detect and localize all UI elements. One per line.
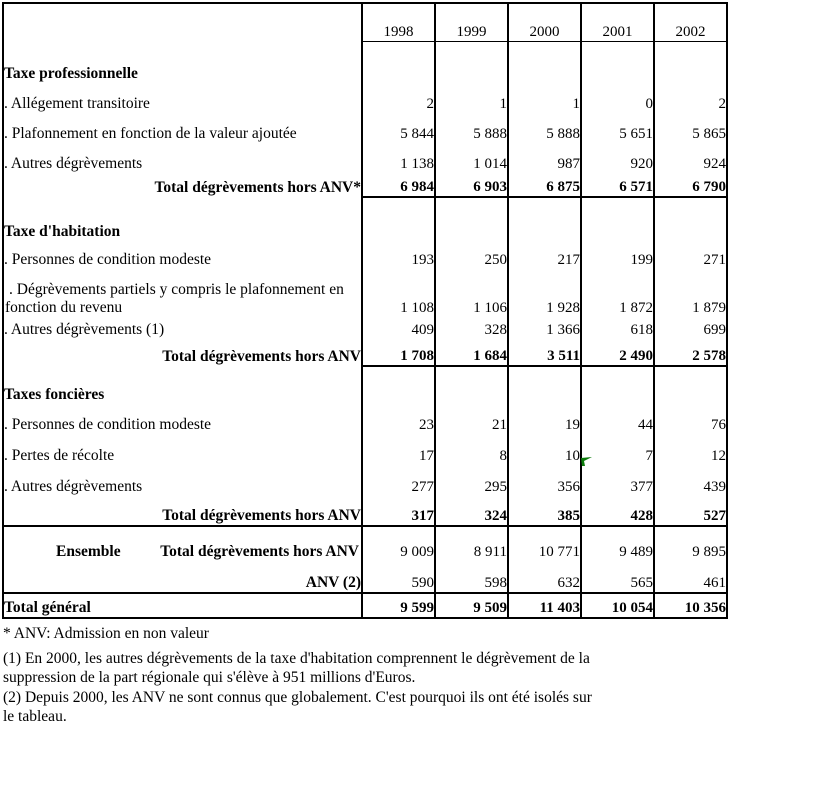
- cell-value: 598: [435, 561, 508, 593]
- cell-value: 21: [435, 404, 508, 434]
- section-title: Taxe d'habitation: [4, 223, 121, 240]
- table-row: [3, 83, 727, 113]
- cell-value: 8 911: [435, 526, 508, 561]
- total-cell-value: 6 790: [654, 173, 727, 197]
- cell-value: 618: [581, 317, 654, 339]
- empty-cell: [654, 41, 727, 83]
- total-cell-value: 1 684: [435, 339, 508, 366]
- total-cell-value: 2 490: [581, 339, 654, 366]
- col-header-1999: 1999: [435, 3, 508, 41]
- empty-cell: [581, 197, 654, 241]
- section-title: Taxes foncières: [4, 386, 105, 403]
- cell-value: 924: [654, 143, 727, 173]
- section-title-row: [3, 197, 727, 241]
- cell-value: 439: [654, 465, 727, 496]
- row-label: . Personnes de condition modeste: [4, 416, 212, 433]
- cell-value: 295: [435, 465, 508, 496]
- cell-value: 1 138: [362, 143, 435, 173]
- total-cell-value: 385: [508, 496, 581, 526]
- green-flag-marker: [581, 457, 592, 466]
- grand-total-value: 9 599: [362, 593, 435, 618]
- cell-value: 356: [508, 465, 581, 496]
- cell-value: 409: [362, 317, 435, 339]
- row-label-line-2: fonction du revenu: [5, 299, 123, 316]
- empty-cell: [508, 366, 581, 404]
- cell-value: 217: [508, 241, 581, 269]
- anv-row-label: ANV (2): [3, 561, 362, 593]
- cell-value: 7: [581, 434, 654, 465]
- empty-cell: [362, 41, 435, 83]
- cell-value: 1: [508, 83, 581, 113]
- cell-value: 10: [508, 434, 581, 465]
- row-label-line-1: . Dégrèvements partiels y compris le plafonnement en: [9, 281, 344, 298]
- empty-cell: [435, 366, 508, 404]
- grand-total-row: [3, 593, 727, 618]
- ensemble-total-label: Total dégrèvements hors ANV: [160, 543, 359, 560]
- cell-value: 461: [654, 561, 727, 593]
- row-label: [3, 269, 362, 317]
- cell-value: 9 895: [654, 526, 727, 561]
- total-cell-value: 324: [435, 496, 508, 526]
- total-row-label: Total dégrèvements hors ANV: [3, 496, 362, 526]
- cell-value: 5 844: [362, 113, 435, 143]
- cell-value: 632: [508, 561, 581, 593]
- cell-value: 328: [435, 317, 508, 339]
- empty-cell: [362, 366, 435, 404]
- cell-value: 1 108: [362, 269, 435, 317]
- table-row: [3, 241, 727, 269]
- empty-cell: [435, 197, 508, 241]
- empty-cell: [654, 366, 727, 404]
- total-cell-value: 527: [654, 496, 727, 526]
- cell-value: 8: [435, 434, 508, 465]
- cell-value: 19: [508, 404, 581, 434]
- cell-value: 1: [435, 83, 508, 113]
- empty-cell: [654, 197, 727, 241]
- cell-value: 0: [581, 83, 654, 113]
- grand-total-value: 11 403: [508, 593, 581, 618]
- cell-value: 10 771: [508, 526, 581, 561]
- grand-total-value: 10 356: [654, 593, 727, 618]
- table-row: [3, 465, 727, 496]
- empty-cell: [435, 41, 508, 83]
- cell-value: 5 865: [654, 113, 727, 143]
- total-cell-value: 428: [581, 496, 654, 526]
- table-row: [3, 269, 727, 317]
- total-cell-value: 2 578: [654, 339, 727, 366]
- col-header-2000: 2000: [508, 3, 581, 41]
- cell-value: 9 489: [581, 526, 654, 561]
- footnote-2-line-2: le tableau.: [3, 708, 67, 725]
- cell-value: 271: [654, 241, 727, 269]
- table-row: [3, 434, 727, 465]
- cell-value: 1 928: [508, 269, 581, 317]
- total-row-label: Total dégrèvements hors ANV: [162, 348, 361, 365]
- header-row: [3, 3, 727, 41]
- cell-value: 9 009: [362, 526, 435, 561]
- section-title: Taxe professionnelle: [4, 65, 138, 82]
- cell-value: 565: [581, 561, 654, 593]
- empty-cell: [581, 366, 654, 404]
- col-header-2002: 2002: [654, 3, 727, 41]
- cell-value: 1 366: [508, 317, 581, 339]
- section-total-row: [3, 339, 727, 366]
- cell-value: 1 879: [654, 269, 727, 317]
- cell-value: 1 014: [435, 143, 508, 173]
- empty-cell: [362, 197, 435, 241]
- corner-cell: [3, 3, 362, 41]
- cell-value: 920: [581, 143, 654, 173]
- cell-value: 987: [508, 143, 581, 173]
- total-cell-value: 3 511: [508, 339, 581, 366]
- cell-value: 250: [435, 241, 508, 269]
- anv-row: [3, 561, 727, 593]
- empty-cell: [508, 41, 581, 83]
- footnote-2-line-1: (2) Depuis 2000, les ANV ne sont connus que globalement. C'est pourquoi ils ont été isolés sur: [3, 688, 592, 706]
- table-row: [3, 317, 727, 339]
- row-label: . Personnes de condition modeste: [4, 251, 212, 268]
- ensemble-group-label: Ensemble: [56, 543, 121, 560]
- cell-value: 590: [362, 561, 435, 593]
- empty-cell: [581, 41, 654, 83]
- cell-value: 5 651: [581, 113, 654, 143]
- cell-value: 199: [581, 241, 654, 269]
- footnote-1-line-1: (1) En 2000, les autres dégrèvements de la taxe d'habitation comprennent le dégrèvement de la: [3, 649, 590, 667]
- row-label: . Plafonnement en fonction de la valeur ajoutée: [4, 125, 297, 142]
- section-title-row: [3, 41, 727, 83]
- cell-value: 12: [654, 434, 727, 465]
- table-row: [3, 143, 727, 173]
- grand-total-label: Total général: [4, 599, 91, 616]
- cell-value: 377: [581, 465, 654, 496]
- row-label: . Autres dégrèvements: [4, 478, 143, 495]
- grand-total-value: 10 054: [581, 593, 654, 618]
- cell-value: 277: [362, 465, 435, 496]
- ensemble-total-row: [3, 526, 727, 561]
- row-label: . Allégement transitoire: [4, 95, 150, 112]
- tax-relief-table: [2, 2, 728, 619]
- cell-value: 1 872: [581, 269, 654, 317]
- footnote-1-line-2: suppression de la part régionale qui s'élève à 951 millions d'Euros.: [3, 669, 416, 686]
- ensemble-label-cell: [3, 526, 362, 561]
- footnote-anv: * ANV: Admission en non valeur: [3, 625, 209, 642]
- cell-value: 17: [362, 434, 435, 465]
- total-cell-value: 317: [362, 496, 435, 526]
- total-cell-value: 6 903: [435, 173, 508, 197]
- total-cell-value: 6 984: [362, 173, 435, 197]
- total-row-label: Total dégrèvements hors ANV*: [154, 179, 361, 196]
- cell-value: 1 106: [435, 269, 508, 317]
- empty-cell: [508, 197, 581, 241]
- green-flag-icon: [581, 457, 592, 466]
- row-label: . Autres dégrèvements: [4, 155, 143, 172]
- cell-value: 2: [362, 83, 435, 113]
- table-row: [3, 113, 727, 143]
- row-label: . Autres dégrèvements (1): [4, 321, 165, 338]
- col-header-1998: 1998: [362, 3, 435, 41]
- section-title-row: [3, 366, 727, 404]
- total-cell-value: 1 708: [362, 339, 435, 366]
- row-label: . Pertes de récolte: [4, 447, 115, 464]
- total-cell-value: 6 875: [508, 173, 581, 197]
- section-total-row: [3, 173, 727, 197]
- cell-value: 76: [654, 404, 727, 434]
- cell-value: 193: [362, 241, 435, 269]
- total-cell-value: 6 571: [581, 173, 654, 197]
- cell-value: 44: [581, 404, 654, 434]
- col-header-2001: 2001: [581, 3, 654, 41]
- footnotes: [3, 624, 643, 727]
- section-total-row: [3, 496, 727, 526]
- cell-value: 23: [362, 404, 435, 434]
- cell-value: 2: [654, 83, 727, 113]
- cell-value: 5 888: [435, 113, 508, 143]
- cell-value: 5 888: [508, 113, 581, 143]
- table-row: [3, 404, 727, 434]
- grand-total-value: 9 509: [435, 593, 508, 618]
- cell-value: 699: [654, 317, 727, 339]
